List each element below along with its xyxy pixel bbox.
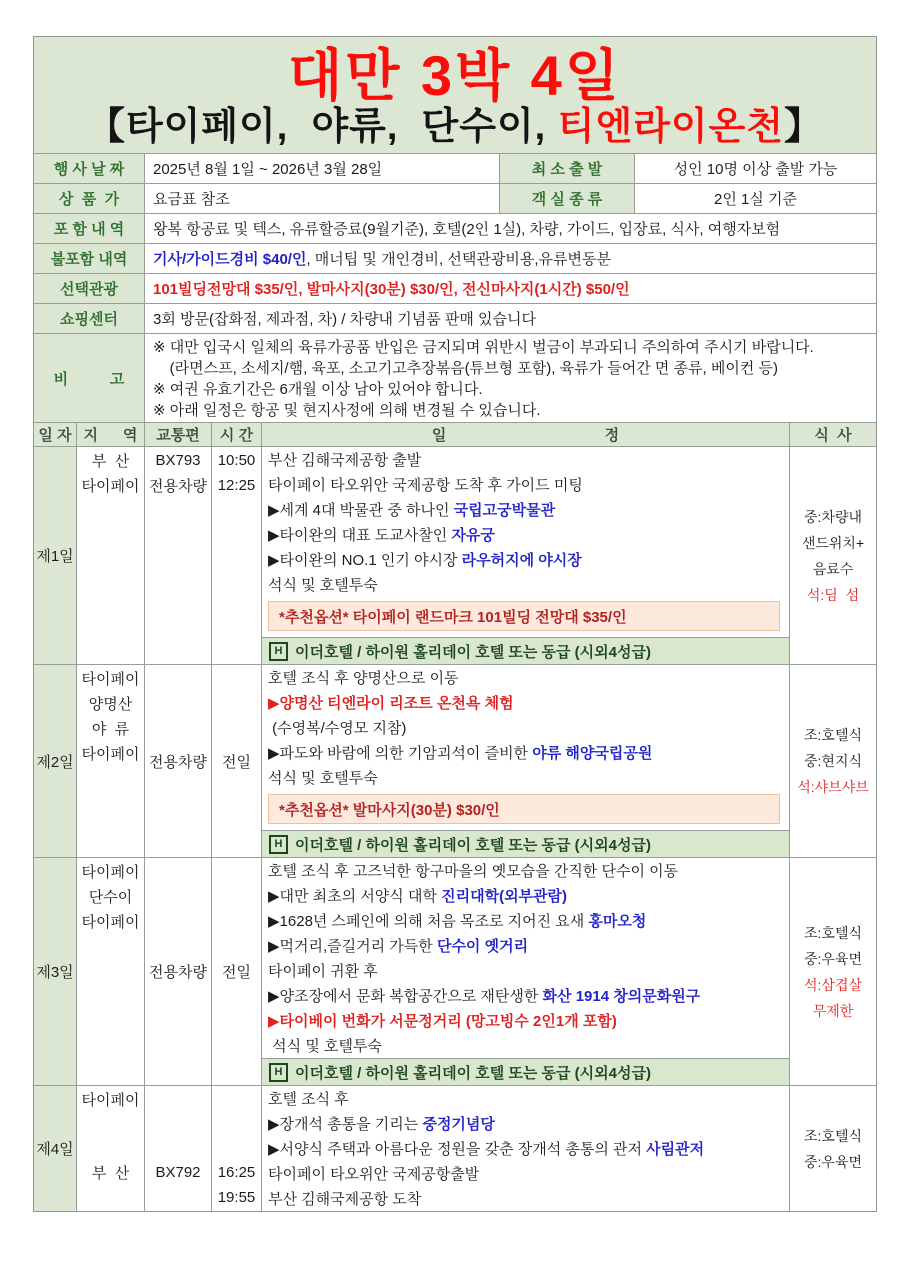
meal-cell — [789, 858, 876, 1085]
itinerary-line — [262, 1008, 789, 1033]
meal-line: 중:우육면 — [804, 950, 862, 967]
itinerary-line — [262, 1161, 789, 1186]
subtitle-suffix: 】 — [784, 105, 824, 148]
meal-cell — [789, 665, 876, 857]
text-segment: 성인 10명 이상 출발 가능 — [673, 161, 838, 179]
recommended-option-box: *추천옵션* 발마사지(30분) $30/인 — [268, 794, 780, 824]
meal-line: 무제한 — [812, 1002, 854, 1019]
hotel-bar — [262, 637, 789, 664]
text-segment: 석식 및 호텔투숙 — [268, 1038, 382, 1056]
schedule-header-cell: 시 간 — [211, 423, 261, 446]
itinerary-line — [262, 1136, 789, 1161]
info-label: 포 함 내 역 — [34, 214, 144, 243]
transport-cell-group — [145, 1160, 211, 1210]
region-cell-group — [77, 448, 144, 498]
text-segment: 부산 김해국제공항 출발 — [268, 452, 422, 470]
text-segment: 석식 및 호텔투숙 — [268, 577, 378, 595]
time-cell-group — [212, 749, 261, 774]
transport-cell — [144, 858, 211, 1085]
info-row — [34, 183, 876, 213]
meal-line: 조:호텔식 — [804, 1127, 862, 1144]
schedule-header-cell: 교통편 — [144, 423, 211, 446]
itinerary-cell — [261, 1086, 789, 1211]
region-cell-line — [77, 1185, 144, 1210]
text-segment: ▶타이완의 NO.1 인기 야시장 — [268, 552, 462, 570]
itinerary-line — [262, 883, 789, 908]
itinerary-line — [262, 1186, 789, 1211]
info-value-line — [153, 248, 611, 269]
subtitle-highlight: 티엔라이온천 — [557, 105, 785, 148]
info-label: 쇼핑센터 — [34, 304, 144, 333]
text-segment: ▶먹거리,즐길거리 가득한 — [268, 938, 437, 956]
text-segment: ※ 대만 입국시 일체의 육류가공품 반입은 금지되며 위반시 벌금이 부과되니 주의하여 주시기 바랍니다. — [153, 339, 814, 357]
text-segment: ※ 아래 일정은 항공 및 현지사정에 의해 변경될 수 있습니다. — [153, 402, 541, 420]
info-value-line — [714, 188, 797, 209]
transport-cell — [144, 665, 211, 857]
hotel-icon: H — [269, 835, 288, 854]
itinerary-line — [262, 858, 789, 883]
text-segment: ▶1628년 스페인에 의해 처음 목조로 지어진 요새 — [268, 913, 589, 931]
info-value-line — [153, 218, 780, 239]
text-segment: ▶서양식 주택과 아름다운 정원을 갖춘 장개석 총통의 관저 — [268, 1141, 647, 1159]
info-value — [144, 214, 876, 243]
transport-cell-line: 전용차량 — [149, 478, 207, 496]
text-segment: 요금표 참조 — [153, 191, 230, 209]
hotel-name: 이더호텔 / 하이원 홀리데이 호텔 또는 동급 (시외4성급) — [295, 1064, 651, 1082]
info-label: 객 실 종 류 — [499, 184, 634, 213]
day-label: 제4일 — [34, 1086, 76, 1211]
hotel-icon: H — [269, 642, 288, 661]
hotel-bar — [262, 830, 789, 857]
text-segment: 2인 1실 기준 — [714, 191, 797, 209]
text-segment: 석식 및 호텔투숙 — [268, 770, 378, 788]
text-segment: 야류 해양국립공원 — [532, 745, 653, 763]
meal-line: 조:호텔식 — [804, 727, 862, 744]
region-cell-group — [77, 859, 144, 934]
transport-cell-line — [145, 1185, 211, 1210]
info-value — [634, 184, 876, 213]
text-segment: 부산 김해국제공항 도착 — [268, 1191, 422, 1209]
info-row — [34, 153, 876, 183]
region-cell — [76, 665, 144, 857]
transport-cell-group — [145, 448, 211, 498]
region-cell-group — [77, 666, 144, 766]
text-segment: ▶장개석 총통을 기리는 — [268, 1116, 423, 1134]
info-label: 행 사 날 짜 — [34, 154, 144, 183]
region-cell-line: 타이페이 — [81, 671, 140, 689]
region-cell-line: 야 류 — [91, 721, 130, 739]
region-cell-line: 부 산 — [91, 1165, 130, 1183]
meal-line: 중:우육면 — [804, 1153, 862, 1170]
text-segment: (수영복/수영모 지참) — [268, 720, 407, 738]
text-segment: (라면스프, 소세지/햄, 육포, 소고기고추장볶음(튜브형 포함), 육류가 들어간 면 종류, 베이컨 등) — [153, 360, 778, 378]
info-value — [144, 154, 499, 183]
itinerary-line — [262, 740, 789, 765]
text-segment: 호텔 조식 후 고즈넉한 항구마을의 옛모습을 간직한 단수이 이동 — [268, 863, 679, 881]
meal-cell — [789, 447, 876, 664]
text-segment: ▶파도와 바람에 의한 기암괴석이 즐비한 — [268, 745, 533, 763]
recommended-option-box: *추천옵션* 타이페이 랜드마크 101빌딩 전망대 $35/인 — [268, 601, 780, 631]
itinerary-line — [262, 933, 789, 958]
info-value — [144, 184, 499, 213]
itinerary-line — [262, 765, 789, 790]
region-cell-line: 타이페이 — [81, 1092, 140, 1110]
text-segment: 101빌딩전망대 $35/인, 발마사지(30분) $30/인, 전신마사지(1시간) $50/인 — [153, 281, 630, 299]
text-segment: 홍마오청 — [588, 913, 647, 931]
time-cell-group — [212, 448, 261, 498]
info-value-line — [153, 278, 630, 299]
meal-line: 음료수 — [812, 560, 854, 577]
time-cell-line: 전일 — [222, 964, 251, 982]
text-segment: 국립고궁박물관 — [453, 502, 556, 520]
day-label: 제1일 — [34, 447, 76, 664]
text-segment: 진리대학(외부관람) — [441, 888, 568, 906]
region-cell-group — [77, 1160, 144, 1210]
itinerary-document — [33, 36, 877, 1212]
text-segment: ▶대만 최초의 서양식 대학 — [268, 888, 442, 906]
text-segment: 사림관저 — [646, 1141, 705, 1159]
text-segment: 타이페이 귀환 후 — [268, 963, 378, 981]
info-value — [144, 304, 876, 333]
region-cell-line: 타이페이 — [81, 914, 140, 932]
transport-cell — [144, 447, 211, 664]
itinerary-line — [262, 665, 789, 690]
day-row — [34, 857, 876, 1085]
text-segment: 3회 방문(잡화점, 제과점, 차) / 차량내 기념품 판매 있습니다 — [153, 311, 536, 329]
info-row — [34, 243, 876, 273]
info-value-line — [153, 357, 778, 378]
info-row — [34, 273, 876, 303]
text-segment: , 매너팁 및 개인경비, 선택관광비용,유류변동분 — [306, 251, 611, 269]
itinerary-line — [262, 522, 789, 547]
info-value — [144, 244, 876, 273]
text-segment: 자유궁 — [451, 527, 495, 545]
itinerary-line — [262, 1033, 789, 1058]
meal-line: 중:차량내 — [804, 508, 862, 525]
text-segment: 호텔 조식 후 — [268, 1091, 349, 1109]
region-cell — [76, 447, 144, 664]
time-cell — [211, 858, 261, 1085]
region-cell-line: 타이페이 — [81, 746, 140, 764]
meal-line: 석:샤브샤브 — [797, 779, 869, 796]
itinerary-cell — [261, 665, 789, 857]
time-cell-line: 10:50 — [217, 452, 256, 470]
text-segment: 화산 1914 창의문화원구 — [542, 988, 701, 1006]
info-value-line — [153, 158, 382, 179]
time-cell — [211, 1086, 261, 1211]
info-row — [34, 303, 876, 333]
text-segment: 단수이 옛거리 — [436, 938, 529, 956]
region-cell-line: 부 산 — [91, 453, 130, 471]
text-segment: 중정기념당 — [422, 1116, 495, 1134]
info-row — [34, 333, 876, 422]
info-label: 최 소 출 발 — [499, 154, 634, 183]
transport-cell-group — [145, 959, 211, 984]
subtitle-prefix: 【타이페이, 야류, 단수이, — [86, 105, 558, 148]
itinerary-line — [262, 1111, 789, 1136]
transport-cell-line: 전용차량 — [149, 753, 207, 771]
region-cell-line: 타이페이 — [81, 864, 140, 882]
region-cell-line: 타이페이 — [81, 478, 140, 496]
itinerary-line — [262, 572, 789, 597]
day-row — [34, 664, 876, 857]
time-cell-line: 전일 — [222, 753, 251, 771]
text-segment: ▶양조장에서 문화 복합공간으로 재탄생한 — [268, 988, 543, 1006]
info-value-line — [153, 188, 230, 209]
day-row — [34, 446, 876, 664]
time-cell — [211, 665, 261, 857]
itinerary-cell — [261, 858, 789, 1085]
transport-cell — [144, 1086, 211, 1211]
itinerary-line — [262, 983, 789, 1008]
meal-line: 석:딤 섬 — [806, 586, 860, 603]
schedule-table — [34, 422, 876, 1211]
region-cell-group — [77, 1087, 144, 1112]
text-segment: 호텔 조식 후 양명산으로 이동 — [268, 670, 459, 688]
page-subtitle — [34, 106, 876, 150]
info-label: 상 품 가 — [34, 184, 144, 213]
itinerary-line — [262, 908, 789, 933]
itinerary-line — [262, 497, 789, 522]
time-cell-group — [212, 1160, 261, 1210]
text-segment: ▶세계 4대 박물관 중 하나인 — [268, 502, 454, 520]
text-segment: ▶타이베이 번화가 서문정거리 (망고빙수 2인1개 포함) — [268, 1013, 617, 1031]
day-label: 제3일 — [34, 858, 76, 1085]
info-value-line — [674, 158, 838, 179]
meal-line: 중:현지식 — [804, 753, 862, 770]
meal-cell — [789, 1086, 876, 1211]
transport-cell-line: 전용차량 — [149, 964, 207, 982]
text-segment: ▶타이완의 대표 도교사찰인 — [268, 527, 452, 545]
time-cell-line: 19:55 — [217, 1189, 256, 1207]
schedule-header-cell: 일 정 — [261, 423, 789, 446]
region-cell-line: 양명산 — [88, 696, 133, 714]
info-table — [34, 153, 876, 422]
transport-cell-group — [145, 749, 211, 774]
meal-line: 석:삼겹살 — [804, 976, 862, 993]
region-cell — [76, 858, 144, 1085]
itinerary-line — [262, 1086, 789, 1111]
text-segment: 2025년 8월 1일 ~ 2026년 3월 28일 — [153, 161, 383, 179]
info-value-line — [153, 336, 814, 357]
info-value — [144, 274, 876, 303]
day-row — [34, 1085, 876, 1211]
text-segment: ▶양명산 티엔라이 리조트 온천욕 체험 — [268, 695, 514, 713]
schedule-header — [34, 422, 876, 446]
info-value-line — [153, 399, 541, 420]
itinerary-line — [262, 447, 789, 472]
info-row — [34, 213, 876, 243]
schedule-header-cell: 지 역 — [76, 423, 144, 446]
schedule-header-cell: 식 사 — [789, 423, 876, 446]
meal-line: 조:호텔식 — [804, 924, 862, 941]
region-cell-line: 단수이 — [88, 889, 133, 907]
itinerary-line — [262, 472, 789, 497]
info-value — [144, 334, 876, 422]
hotel-name: 이더호텔 / 하이원 홀리데이 호텔 또는 동급 (시외4성급) — [295, 836, 651, 854]
info-label: 선택관광 — [34, 274, 144, 303]
info-label: 불포함 내역 — [34, 244, 144, 273]
time-cell — [211, 447, 261, 664]
schedule-header-cell: 일 자 — [38, 427, 72, 445]
page-title: 대만 3박 4일 — [288, 44, 622, 107]
hotel-name: 이더호텔 / 하이원 홀리데이 호텔 또는 동급 (시외4성급) — [295, 643, 651, 661]
text-segment: 라우허지에 야시장 — [461, 552, 582, 570]
text-segment: 왕복 항공료 및 텍스, 유류할증료(9월기준), 호텔(2인 1실), 차량, 가이드, 입장료, 식사, 여행자보험 — [153, 221, 781, 239]
time-cell-group — [212, 959, 261, 984]
info-value — [634, 154, 876, 183]
text-segment: 기사/가이드경비 $40/인 — [153, 251, 307, 269]
itinerary-line — [262, 715, 789, 740]
region-cell — [76, 1086, 144, 1211]
transport-cell-line: BX793 — [155, 452, 201, 470]
day-label: 제2일 — [34, 665, 76, 857]
info-value-line — [153, 378, 483, 399]
time-cell-line: 12:25 — [217, 477, 256, 495]
info-label: 비 고 — [34, 334, 144, 422]
info-value-line — [153, 308, 536, 329]
hotel-icon: H — [269, 1063, 288, 1082]
itinerary-line — [262, 547, 789, 572]
transport-cell-line: BX792 — [155, 1164, 201, 1182]
text-segment: 타이페이 타오위안 국제공항출발 — [268, 1166, 480, 1184]
time-cell-line: 16:25 — [217, 1164, 256, 1182]
meal-line: 샌드위치+ — [801, 534, 865, 551]
itinerary-cell — [261, 447, 789, 664]
itinerary-line — [262, 690, 789, 715]
title-block — [34, 37, 876, 153]
text-segment: ※ 여권 유효기간은 6개월 이상 남아 있어야 합니다. — [153, 381, 483, 399]
text-segment: 타이페이 타오위안 국제공항 도착 후 가이드 미팅 — [268, 477, 583, 495]
hotel-bar — [262, 1058, 789, 1085]
itinerary-line — [262, 958, 789, 983]
